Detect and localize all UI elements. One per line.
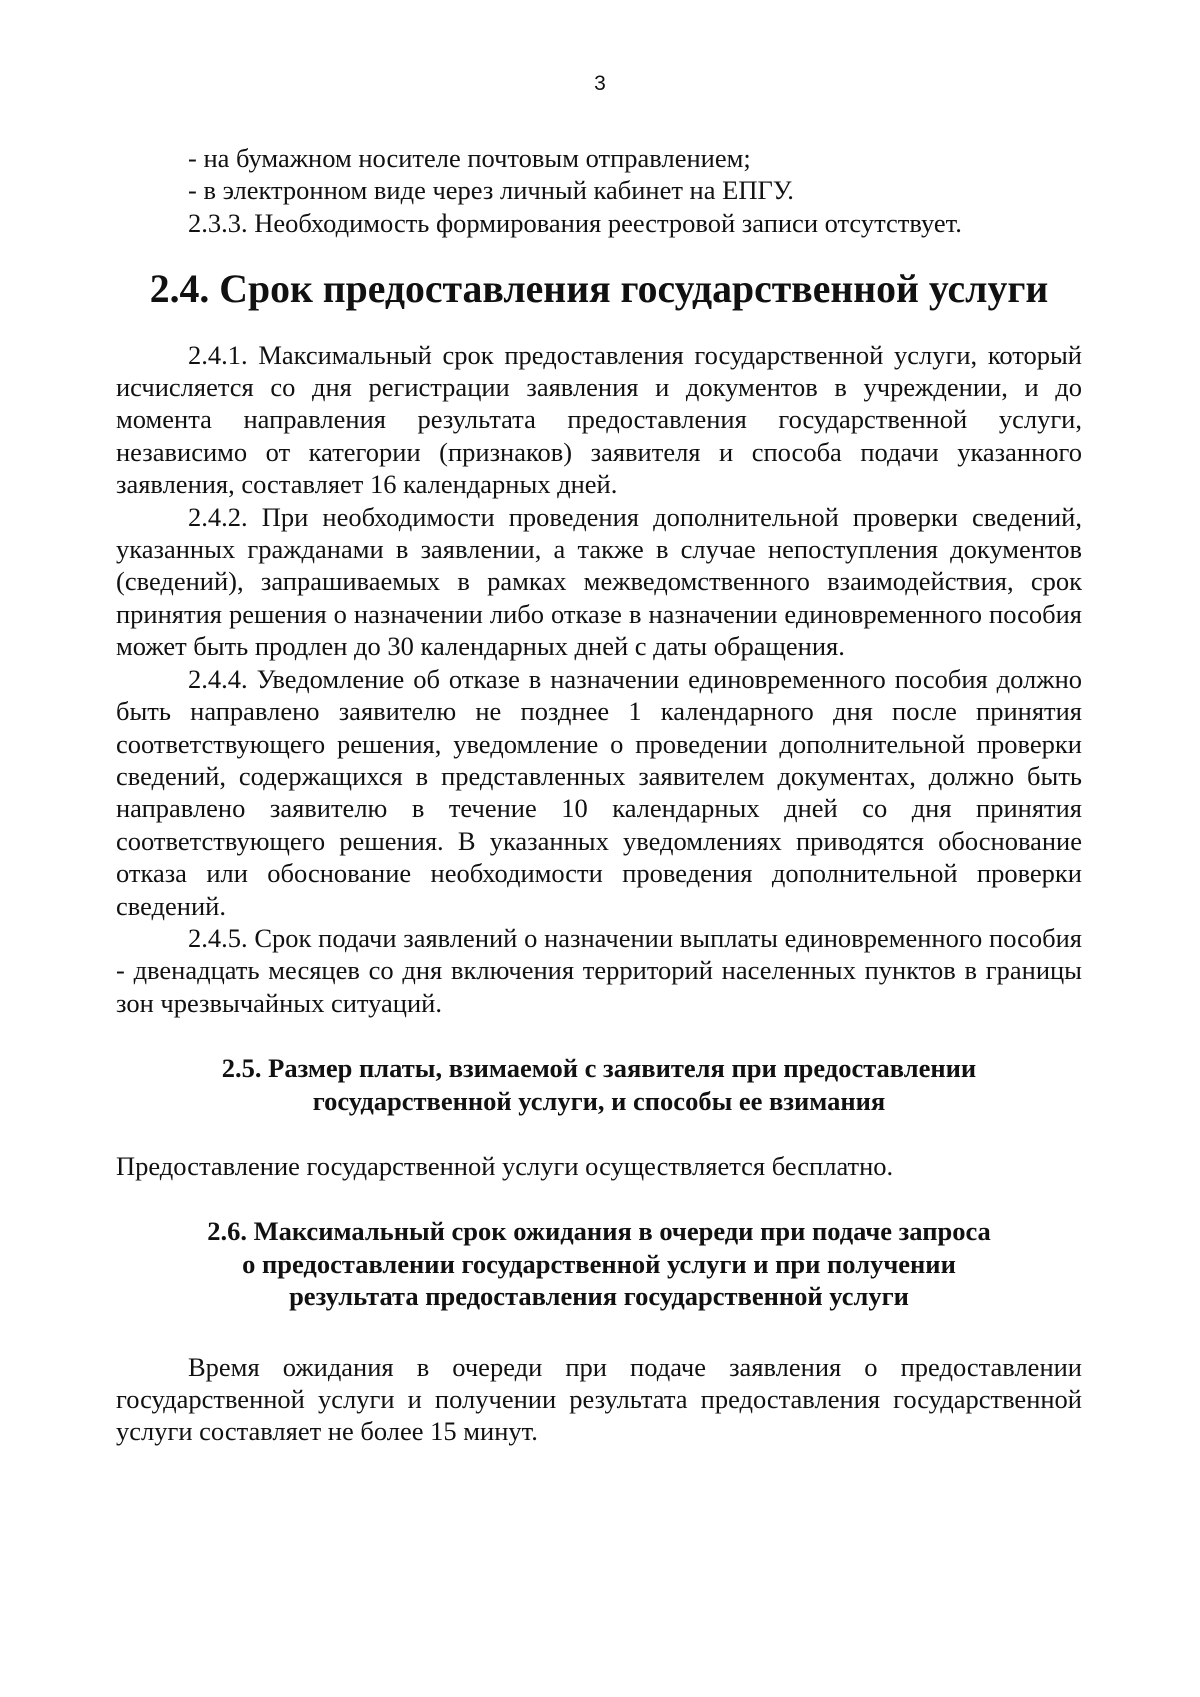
section-heading-2-5-line-1: 2.5. Размер платы, взимаемой с заявителя при предоставлении xyxy=(221,1053,977,1084)
section-heading-2-6-line-2: о предоставлении государственной услуги и при получении xyxy=(242,1248,956,1279)
paragraph-2-3-3: 2.3.3. Необходимость формирования реестровой записи отсутствует. xyxy=(188,207,962,238)
paragraph-2-4-2: 2.4.2. При необходимости проведения дополнительной проверки сведений, указанных гражданами в заявлении, а также в случае непоступления документов (сведений), запрашиваемых в рамках межведомственного взаимодействия, срок принятия решения о назначении либо отказе в назначении единовременного пособия может быть продлен до 30 календарных дней с даты обращения. xyxy=(116,501,1082,662)
section-heading-2-5 xyxy=(116,1052,1082,1117)
document-body xyxy=(116,142,1082,1448)
paragraph-2-4-4: 2.4.4. Уведомление об отказе в назначении единовременного пособия должно быть направлено заявителю не позднее 1 календарного дня после принятия соответствующего решения, уведомление о проведении дополнительной проверки сведений, содержащихся в представленных заявителем документах, должно быть направлено заявителю в течение 10 календарных дней со дня принятия соответствующего решения. В указанных уведомлениях приводятся обоснование отказа или обоснование необходимости проведения дополнительной проверки сведений. xyxy=(116,663,1082,921)
list-item-paper-mail: - на бумажном носителе почтовым отправлением; xyxy=(188,143,751,173)
section-heading-2-4: 2.4. Срок предоставления государственной услуги xyxy=(149,267,1049,312)
section-heading-2-6-line-3: результата предоставления государственной услуги xyxy=(289,1281,909,1312)
paragraph-2-4-1: 2.4.1. Максимальный срок предоставления государственной услуги, который исчисляется со дня регистрации заявления и документов в учреждении, и до момента направления результата предоставления государственной услуги, независимо от категории (признаков) заявителя и способа подачи указанного заявления, составляет 16 календарных дней. xyxy=(116,339,1082,500)
section-heading-2-6-line-1: 2.6. Максимальный срок ожидания в очереди при подаче запроса xyxy=(207,1216,991,1247)
paragraph-2-4-5: 2.4.5. Срок подачи заявлений о назначении выплаты единовременного пособия - двенадцать месяцев со дня включения территорий населенных пунктов в границы зон чрезвычайных ситуаций. xyxy=(116,922,1082,1018)
list-item-electronic-epgu: - в электронном виде через личный кабинет на ЕПГУ. xyxy=(188,175,794,206)
section-heading-2-5-line-2: государственной услуги, и способы ее взимания xyxy=(312,1085,886,1116)
page-number: 3 xyxy=(594,72,606,95)
paragraph-2-6-waiting-time: Время ожидания в очереди при подаче заявления о предоставлении государственной услуги и получении результата предоставления государственной услуги составляет не более 15 минут. xyxy=(116,1351,1082,1447)
paragraph-2-5-free-of-charge: Предоставление государственной услуги осуществляется бесплатно. xyxy=(116,1150,894,1181)
section-heading-2-6 xyxy=(116,1215,1082,1312)
